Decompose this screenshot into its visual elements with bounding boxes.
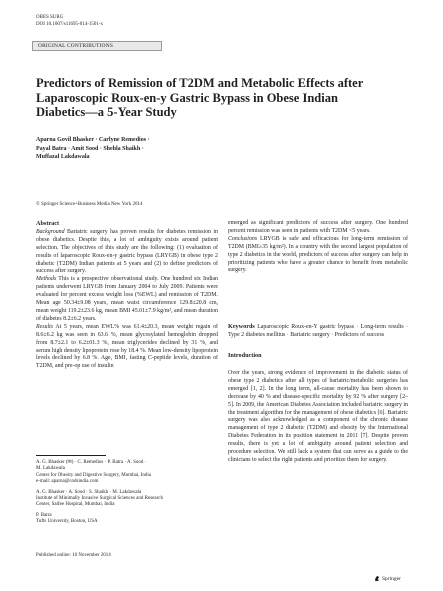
affiliation-1: A. G. Bhasker (✉) · C. Remedios · P. Batra · A. Sood · M. Lakdawala Center for Obesity and Digestive Surgery, Mumbai, India e-mail: aparna@codsindia.com bbox=[36, 460, 221, 486]
conclusions-label: Conclusions bbox=[228, 235, 258, 242]
methods-label: Methods bbox=[36, 276, 57, 283]
author-email[interactable]: e-mail: aparna@codsindia.com bbox=[36, 479, 99, 485]
published-date: Published online: 16 November 2014 bbox=[36, 553, 111, 558]
doi[interactable]: DOI 10.1007/s11695-014-1501-x bbox=[36, 22, 104, 27]
publisher-logo bbox=[374, 575, 401, 582]
abstract-background: Bariatric surgery has proven results for diabetes remission in obese diabetics. Despite this, a lot of ambiguity exists around patient selection. The objectives of this study are the following: (1) evaluation of results of laparoscopic Roux-en-y gastric bypass (LRYGB) in obese type 2 diabetic (T2DM) Indian patients at 5 years and (2) to define predictors of success after surgery. bbox=[36, 228, 218, 275]
authors-line-2: Payal Batra · Amit Sood · Shehla Shaikh · bbox=[36, 145, 144, 152]
abstract bbox=[36, 220, 218, 371]
section-tab: ORIGINAL CONTRIBUTIONS bbox=[32, 41, 162, 51]
abstract-conclusions: LRYGB is safe and efficacious for long-term remission of T2DM (BMI≥35 kg/m²). In a country with the second largest population of type 2 diabetics in the world, predictors of success after surgery can help in prioritizing patients who have a greater chance to benefit from metabolic surgery. bbox=[228, 235, 408, 274]
keywords bbox=[228, 323, 408, 340]
authors bbox=[36, 136, 150, 162]
springer-horse-icon bbox=[374, 575, 380, 582]
abstract-continued bbox=[228, 220, 408, 275]
abstract-results: At 5 years, mean EWL% was 61.4±20.3, mean weight regain of 8.6±6.2 kg was seen in 63.6 %, mean glycosylated hemoglobin dropped from 8.7±2.1 to 6.2±01.3 %, mean triglycerides declined by 31 %, and serum high density lipoprotein rose by 18.4 %. Mean low-density lipoprotein levels declined by 6.8 %. Age, BMI, fasting C-peptide levels, duration of T2DM, and pre-op use of insulin bbox=[36, 323, 219, 370]
introduction-heading: Introduction bbox=[228, 352, 262, 359]
affiliation-3: P. Batra Tufts University, Boston, USA bbox=[36, 512, 98, 525]
affiliations bbox=[36, 460, 221, 526]
introduction-text: Over the years, strong evidence of improvement in the diabetic status of obese type 2 diabetics after all types of bariatric/metabolic surgeries has emerged [1, 2]. In the long term, all-cause mortality has been shown to decrease by 40 % and disease-specific mortality by 92 % after surgery [2–5]. In 2009, the American Diabetes Association included bariatric surgery in the treatment algorithm for the management of obese diabetics [6]. Bariatric surgery was also acknowledged as a component of the chronic disease management of type 2 diabetic (T2DM) and obesity by the International Diabetes Federation in its position statement in 2011 [7]. Despite proven results, there is yet a lot of ambiguity around patient selection and procedure selection. We still lack a system that can serve as a guide to the clinicians to select the right patients and prioritize them for surgery. bbox=[228, 370, 408, 463]
keywords-label: Keywords bbox=[228, 323, 255, 330]
abstract-results-cont: emerged as significant predictors of success after surgery. One hundred percent remission was seen in patients with T2DM <5 years. bbox=[228, 220, 408, 234]
article-title: Predictors of Remission of T2DM and Metabolic Effects after Laparoscopic Roux-en-y Gastric Bypass in Obese Indian Diabetics—a 5-Year Study bbox=[36, 76, 364, 119]
copyright: © Springer Science+Business Media New York 2014 bbox=[36, 202, 143, 207]
publisher-name: Springer bbox=[382, 575, 401, 582]
background-label: Background bbox=[36, 228, 65, 235]
footnote-rule bbox=[36, 455, 106, 456]
abstract-methods: This is a prospective observational study. One hundred six Indian patients underwent LRYGB from January 2004 to July 2009. Patients were evaluated for percent excess weight loss (%EWL) and remission of T2DM. Mean age 50.34±9.08 years, mean waist circumference 129.8±20.8 cm, mean weight 119.2±23.6 kg, mean BMI 45.01±7.9 kg/m², and mean duration of diabetes 8.2±6.2 years. bbox=[36, 276, 218, 322]
keywords-text: Laparoscopic Roux-en-Y gastric bypass · Long-term results · Type 2 diabetes mellitus · Bariatric surgery · Predictors of success bbox=[228, 324, 408, 338]
affiliation-2: A. G. Bhasker · A. Sood · S. Shaikh · M. Lakdawala Institute of Minimally Invasive Surgical Sciences and Research Center, Saifee Hospital, Mumbai, India bbox=[36, 489, 163, 508]
abstract-heading: Abstract bbox=[36, 220, 60, 227]
authors-line-1: Aparna Govil Bhasker · Carlyne Remedios · bbox=[36, 137, 150, 143]
results-label: Results bbox=[36, 323, 54, 330]
journal-name: OBES SURG bbox=[36, 15, 64, 20]
authors-line-3: Muffazal Lakdawala bbox=[36, 154, 90, 160]
